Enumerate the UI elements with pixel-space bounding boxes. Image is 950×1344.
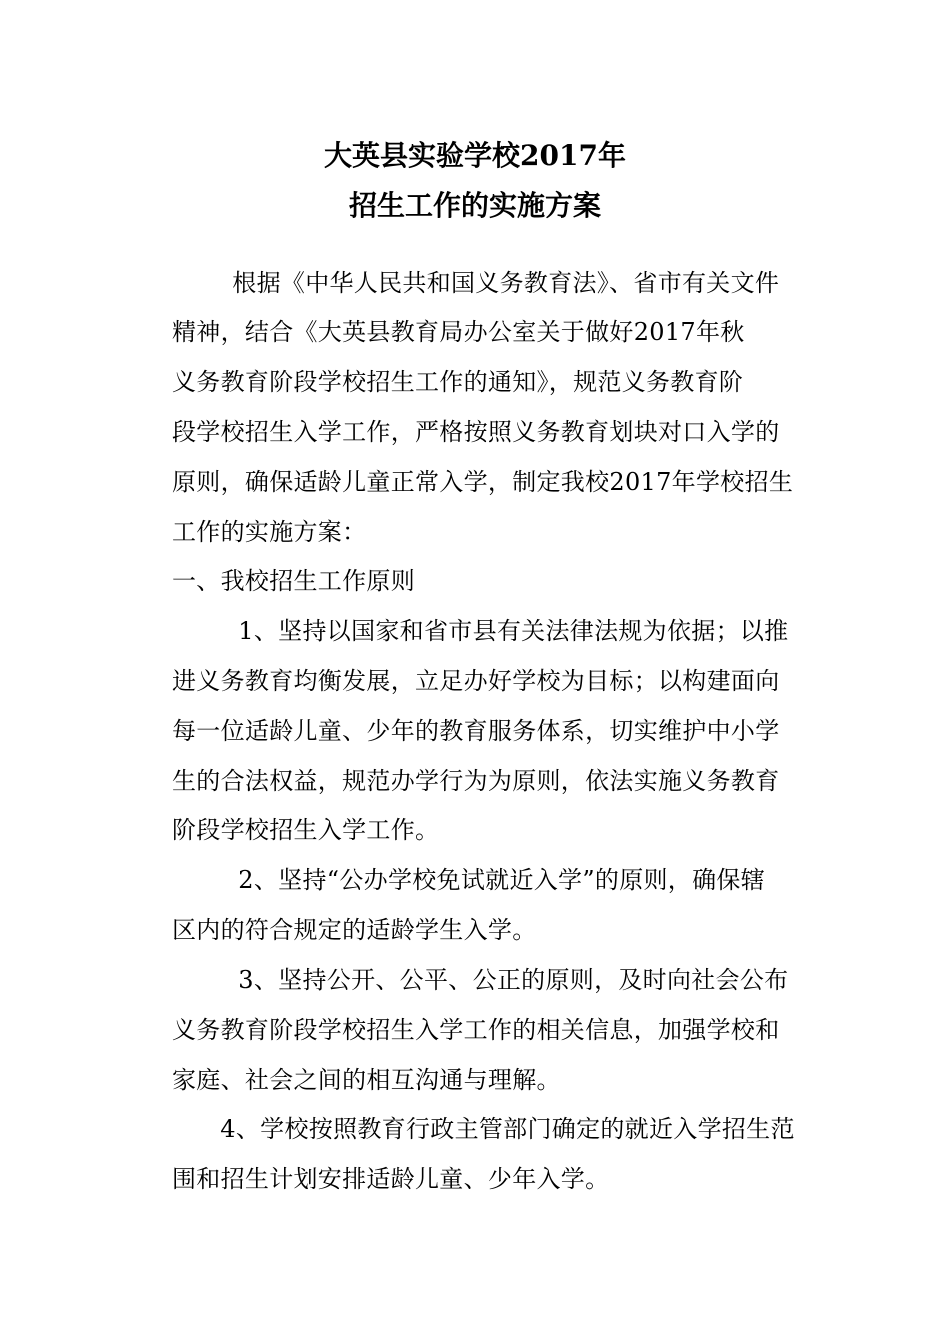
paragraph-intro-line-1: 根据《中华人民共和国义务教育法》、省市有关文件 — [208, 269, 780, 297]
item-3-line-3: 家庭、社会之间的相互沟通与理解。 — [172, 1066, 561, 1094]
paragraph-intro-line-4: 段学校招生入学工作，严格按照义务教育划块对口入学的 — [172, 418, 780, 446]
item-2-line-2: 区内的符合规定的适龄学生入学。 — [172, 916, 537, 944]
item-4-line-1: 4、学校按照教育行政主管部门确定的就近入学招生范 — [196, 1115, 795, 1143]
document-title-line-2: 招生工作的实施方案 — [348, 189, 601, 222]
item-3-line-2: 义务教育阶段学校招生入学工作的相关信息，加强学校和 — [172, 1016, 780, 1044]
item-2-line-1: 2、坚持“公办学校免试就近入学”的原则，确保辖 — [214, 866, 766, 894]
item-3-line-1: 3、坚持公开、公平、公正的原则，及时向社会公布 — [214, 966, 789, 994]
item-1-line-5: 阶段学校招生入学工作。 — [172, 816, 440, 844]
item-4-line-2: 围和招生计划安排适龄儿童、少年入学。 — [172, 1165, 610, 1193]
paragraph-intro-line-2: 精神，结合《大英县教育局办公室关于做好2017年秋 — [172, 318, 745, 346]
section-heading-principles: 一、我校招生工作原则 — [172, 567, 415, 595]
item-1-line-2: 进义务教育均衡发展，立足办好学校为目标；以构建面向 — [172, 667, 780, 695]
item-1-line-1: 1、坚持以国家和省市县有关法律法规为依据；以推 — [214, 617, 789, 645]
paragraph-intro-line-5: 原则，确保适龄儿童正常入学，制定我校2017年学校招生 — [172, 468, 794, 496]
paragraph-intro-line-3: 义务教育阶段学校招生工作的通知》，规范义务教育阶 — [172, 368, 744, 396]
document-title-line-1: 大英县实验学校2017年 — [324, 139, 626, 172]
paragraph-intro-line-6: 工作的实施方案： — [172, 518, 367, 546]
item-1-line-4: 生的合法权益，规范办学行为为原则，依法实施义务教育 — [172, 767, 780, 795]
item-1-line-3: 每一位适龄儿童、少年的教育服务体系，切实维护中小学 — [172, 717, 780, 745]
